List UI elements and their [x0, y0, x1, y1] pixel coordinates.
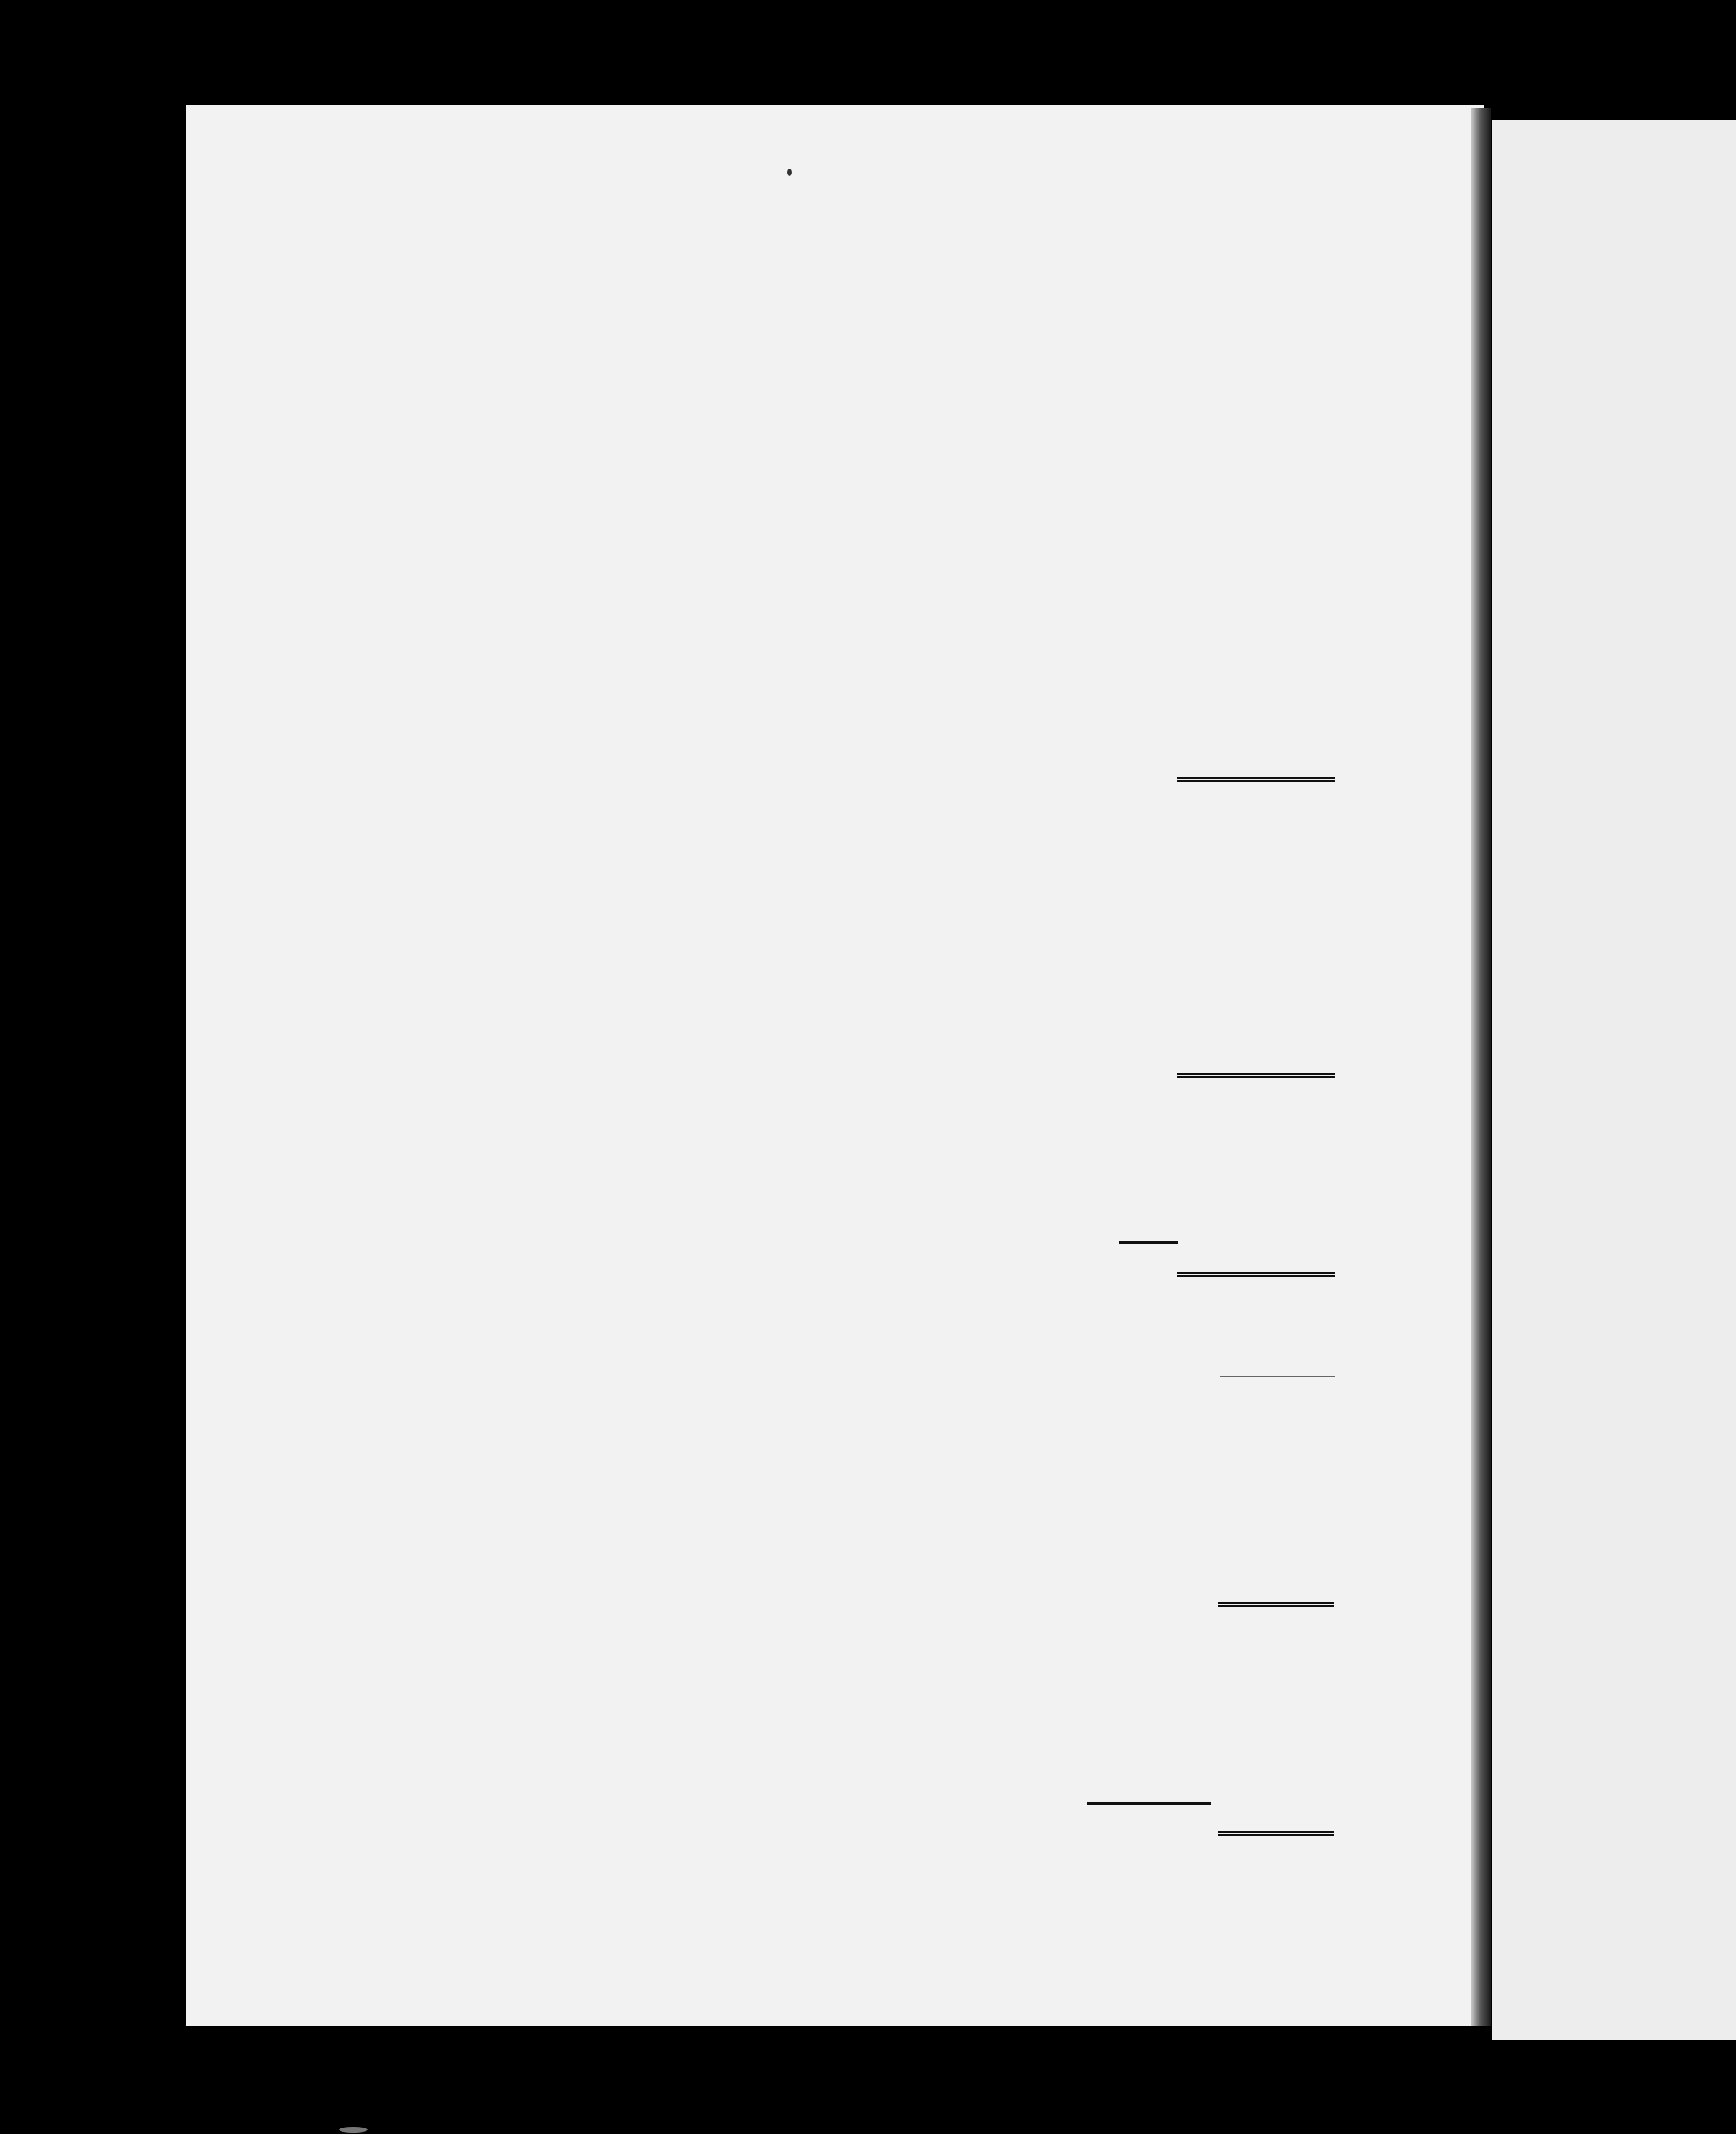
- page-edge-mark: [339, 2127, 368, 2133]
- collections-total-rule: [1177, 777, 1335, 782]
- cr-total-dash: [1087, 1802, 1211, 1805]
- less-total-rule: [1177, 1272, 1335, 1277]
- book-gutter: [1471, 108, 1491, 2026]
- right-page: [1492, 120, 1736, 2040]
- less-total-dash: [1119, 1241, 1178, 1244]
- left-page: [186, 105, 1484, 2026]
- print-speck: [787, 169, 792, 176]
- cr-total-rule: [1218, 1831, 1334, 1836]
- dr-total-rule: [1218, 1602, 1334, 1607]
- compare-rule: [1220, 1376, 1335, 1377]
- liabilities-subtotal-rule: [1177, 1073, 1335, 1078]
